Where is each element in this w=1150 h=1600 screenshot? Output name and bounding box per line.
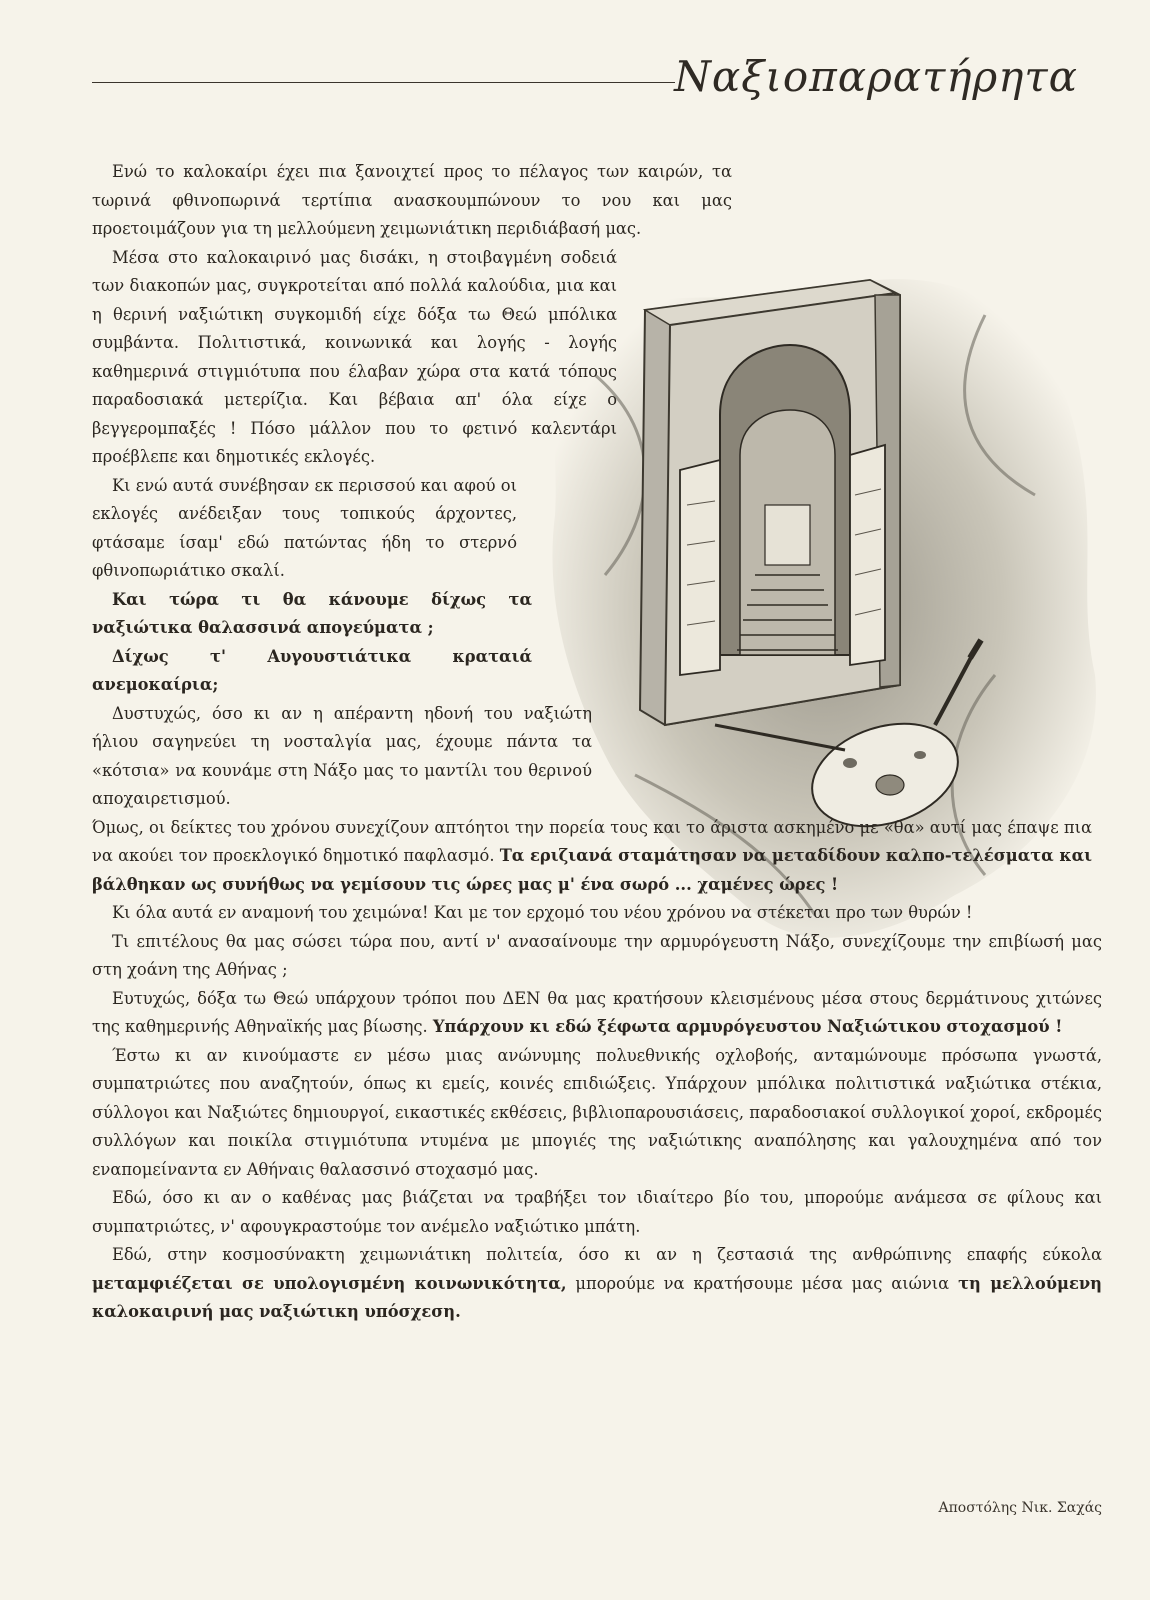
paragraph-13-mid: μπορούμε να κρατήσουμε μέσα μας αιώνια [575,1273,950,1293]
paragraph-13: Εδώ, στην κοσμοσύνακτη χειμωνιάτικη πολιτεία, όσο κι αν η ζεστασιά της ανθρώπινης επαφής εύκολα [112,1245,1102,1264]
paragraph-5-bold: Δίχως τ' Αυγουστιάτικα κραταιά ανεμοκαίρια; [92,646,532,694]
paragraph-12: Εδώ, όσο κι αν ο καθένας μας βιάζεται να τραβήξει τον ιδιαίτερο βίο του, μπορούμε ανάμεσα σε φίλους και συμπατριώτες, ν' αφουγκραστούμε τον ανέμελο ναξιώτικο μπάτη. [92,1188,1102,1236]
paragraph-9: Τι επιτέλους θα μας σώσει τώρα που, αντί ν' ανασαίνουμε την αρμυρόγευστη Νάξο, συνεχίζουμε την επιβίωσή μας στη χοάνη της Αθήνας ; [92,931,1102,979]
page-title: Ναξιοπαρατήρητα [674,52,1078,101]
paragraph-13-bold-b: τη μελλούμενη καλοκαιρινή μας ναξιώτικη υπόσχεση. [92,1273,1102,1321]
header-rule [92,82,675,83]
paragraph-7-bold: Τα εριζιανά σταμάτησαν να μεταδίδουν καλπο-τελέσματα και βάλθηκαν ως συνήθως να γεμίσουν τις ώρες μας μ' ένα σωρό ... χαμένες ώρες ! [92,846,1092,894]
paragraph-2: Μέσα στο καλοκαιρινό μας δισάκι, η στοιβαγμένη σοδειά των διακοπών μας, συγκροτείται από πολλά καλούδια, μια και η θερινή ναξιώτικη συγκομιδή είχε δόξα τω Θεώ μπόλικα συμβάντα. Πολιτιστικά, κοινωνικά και λογής - λογής καθημερινά στιγμιότυπα που έλαβαν χώρα στα κατά τόπους παραδοσιακά μετερίζια. Και βέβαια απ' όλα είχε ο βεγγερομπαξές ! Πόσο μάλλον που το φετινό καλεντάρι προέβλεπε και δημοτικές εκλογές. [92,247,617,466]
author-signature: Αποστόλης Νικ. Σαχάς [938,1500,1102,1516]
paragraph-8: Κι όλα αυτά εν αναμονή του χειμώνα! Και με τον ερχομό του νέου χρόνου να στέκεται προ των θυρών ! [112,903,973,922]
paragraph-13-bold-a: μεταμφιέζεται σε υπολογισμένη κοινωνικότητα, [92,1273,567,1293]
paragraph-4-bold: Και τώρα τι θα κάνουμε δίχως τα ναξιώτικα θαλασσινά απογεύματα ; [92,589,532,637]
paragraph-10-bold: Υπάρχουν κι εδώ ξέφωτα αρμυρόγευστου Ναξιώτικου στοχασμού ! [432,1017,1063,1036]
paragraph-7: Όμως, οι δείκτες του χρόνου συνεχίζουν απτόητοι την πορεία τους και το άριστα ασκημένο με «θα» αυτί μας έπαψε πια να ακούει τον προεκλογικό δημοτικό παφλασμό. [92,817,1092,865]
paragraph-11: Έστω κι αν κινούμαστε εν μέσω μιας ανώνυμης πολυεθνικής οχλοβοής, ανταμώνουμε πρόσωπα γνωστά, συμπατριώτες που αναζητούν, όπως κι εμείς, κοινές επιδιώξεις. Υπάρχουν μπόλικα πολιτιστικά ναξιώτικα στέκια, σύλλογοι και Ναξιώτες δημιουργοί, εικαστικές εκθέσεις, βιβλιοπαρουσιάσεις, παραδοσιακοί συλλογικοί χοροί, εκδρομές συλλόγων και ποικίλα στιγμιότυπα ντυμένα με μπογιές της ναξιώτικης αναπόλησης και γαλουχημένα από τον εναπομείναντα εν Αθήναις θαλασσινό στοχασμό μας. [92,1045,1102,1179]
article-body [92,158,1102,1327]
paragraph-1: Ενώ το καλοκαίρι έχει πια ξανοιχτεί προς το πέλαγος των καιρών, τα τωρινά φθινοπωρινά τερτίπια ανασκουμπώνουν το νου και μας προετοιμάζουν για τη μελλούμενη χειμωνιάτικη περιδιάβασή μας. [92,162,732,238]
paragraph-10: Ευτυχώς, δόξα τω Θεώ υπάρχουν τρόποι που ΔΕΝ θα μας κρατήσουν κλεισμένους μέσα στους δερμάτινους χιτώνες της καθημερινής Αθηναϊκής μας βίωσης. [92,988,1102,1036]
paragraph-6: Δυστυχώς, όσο κι αν η απέραντη ηδονή του ναξιώτη ήλιου σαγηνεύει τη νοσταλγία μας, έχουμε πάντα τα «κότσια» να κουνάμε στη Νάξο μας το μαντίλι του θερινού αποχαιρετισμού. [92,703,592,808]
paragraph-3: Κι ενώ αυτά συνέβησαν εκ περισσού και αφού οι εκλογές ανέδειξαν τους τοπικούς άρχοντες, φτάσαμε ίσαμ' εδώ πατώντας ήδη το στερνό φθινοπωριάτικο σκαλί. [92,475,517,580]
